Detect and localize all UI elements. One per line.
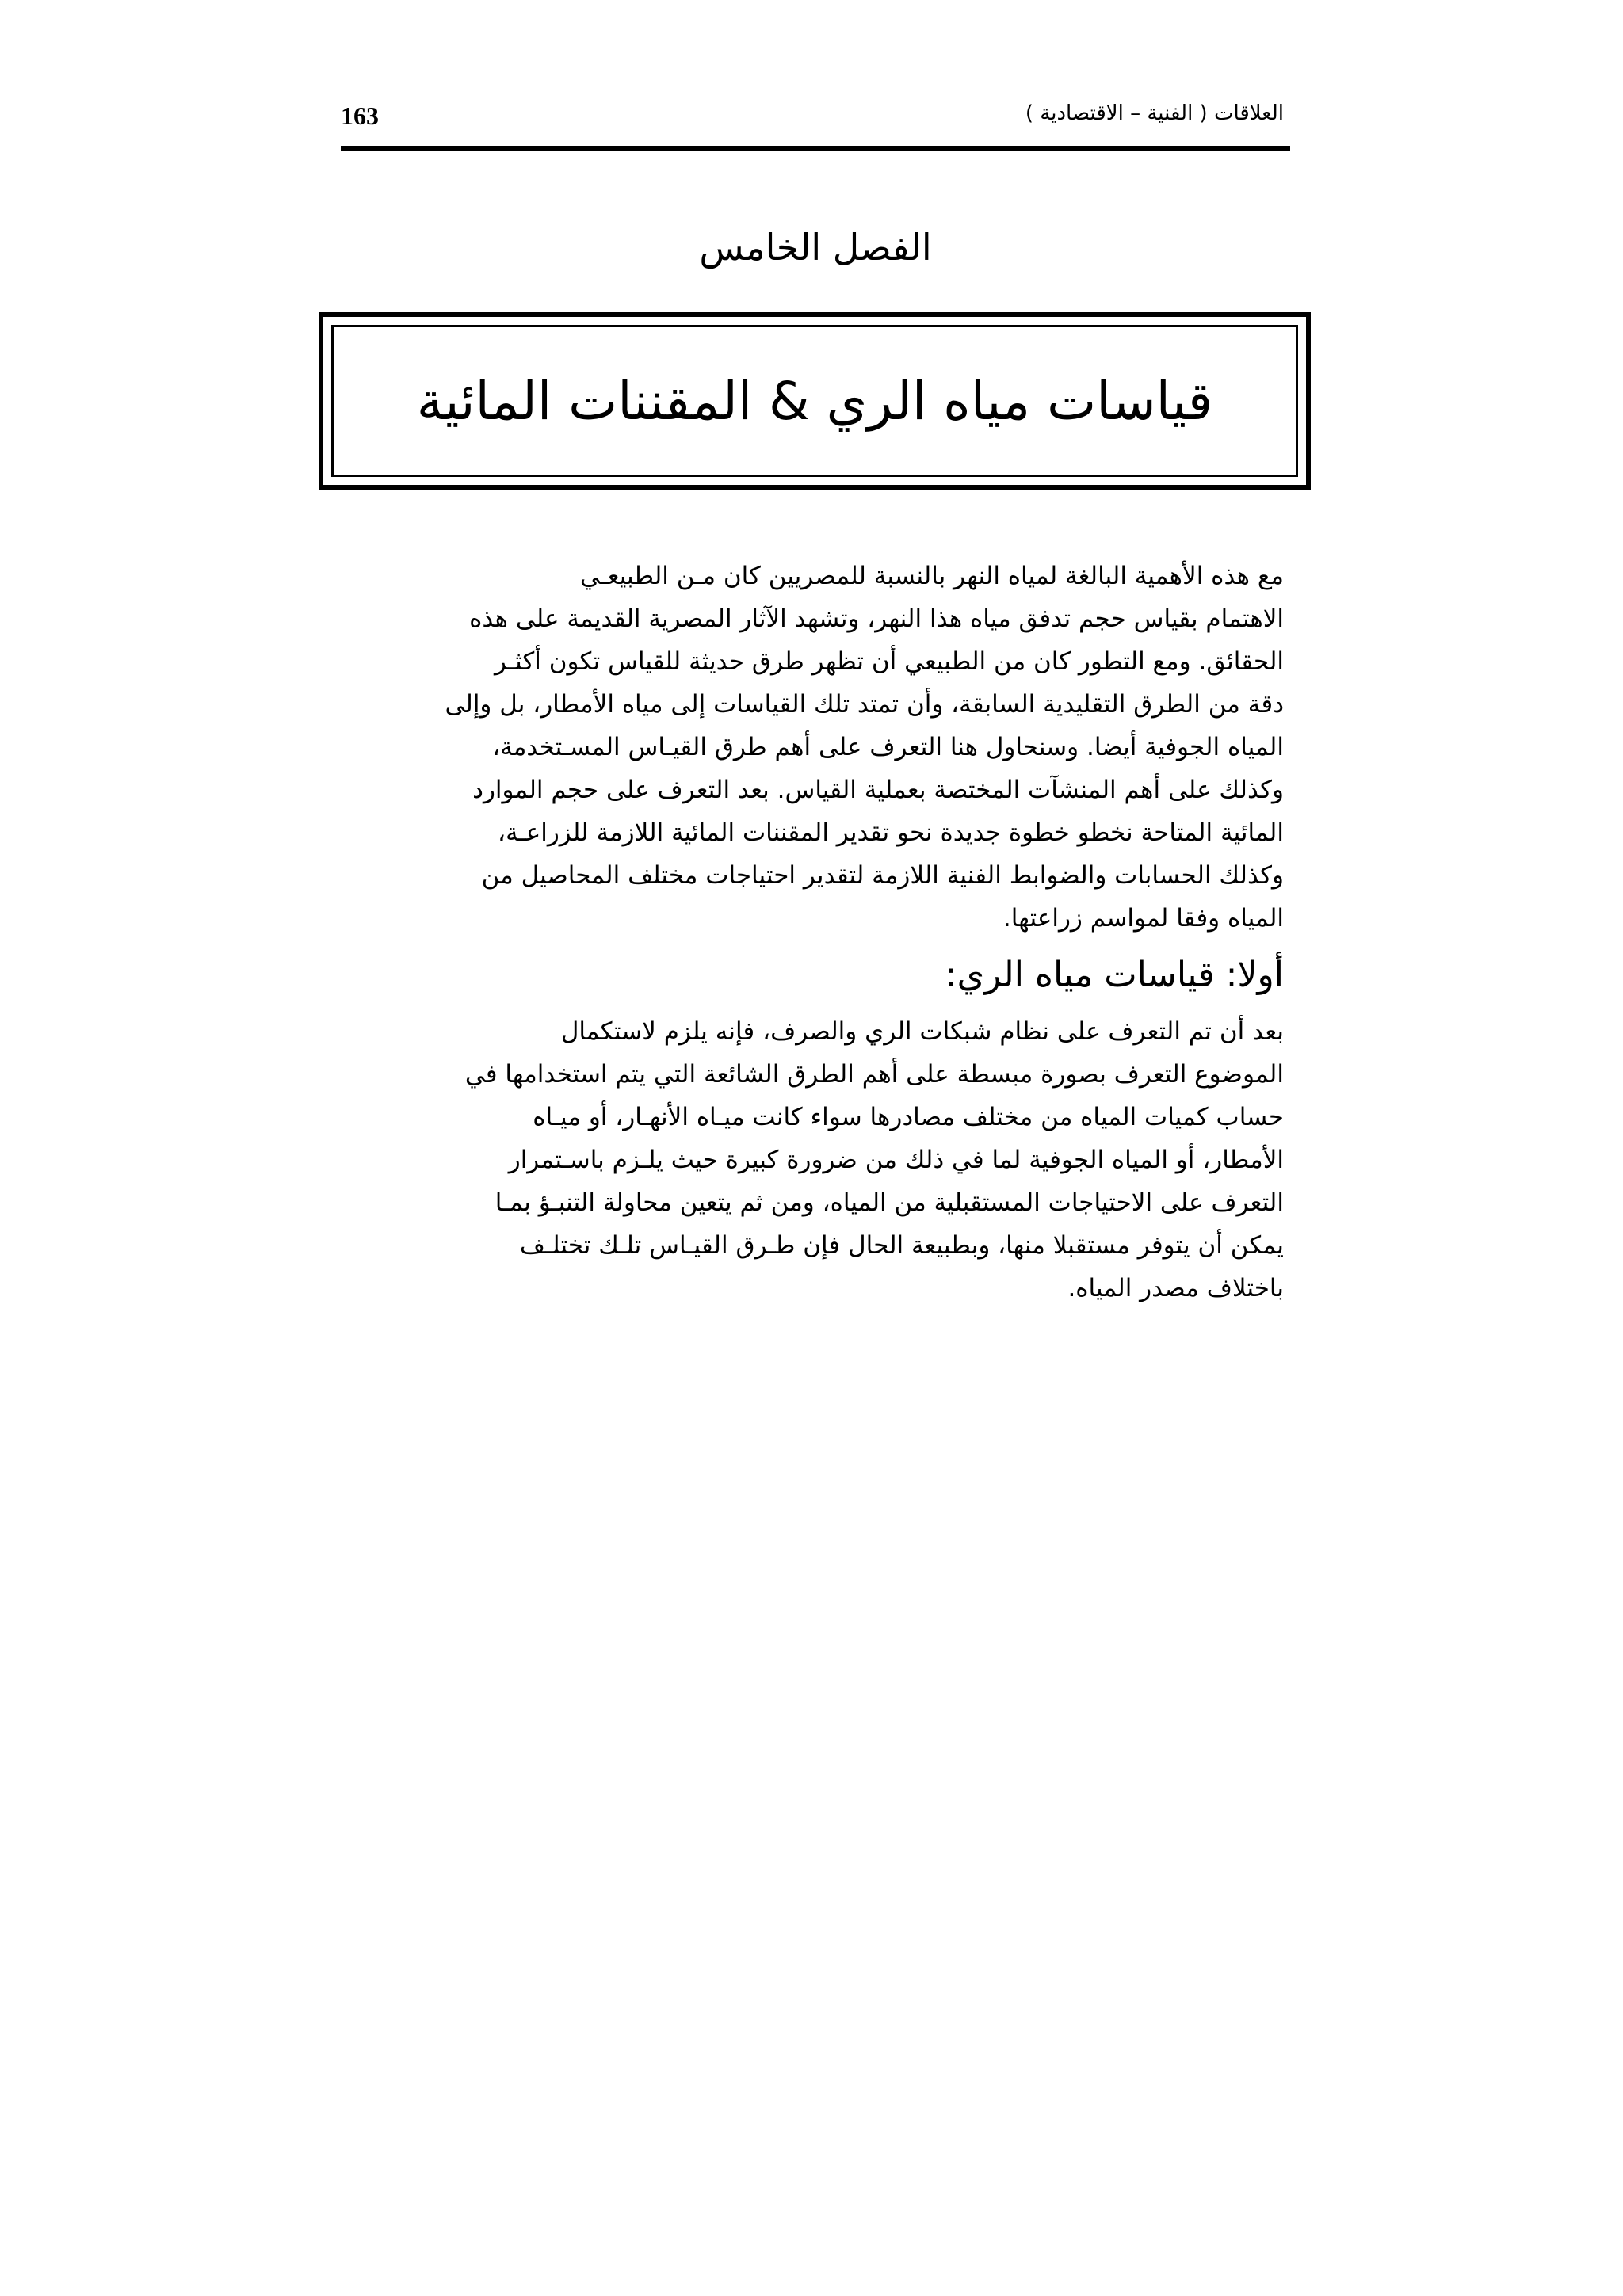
paragraph-line: وكذلك على أهم المنشآت المختصة بعملية القياس. بعد التعرف على حجم الموارد bbox=[472, 776, 1284, 804]
section-paragraph bbox=[342, 1010, 1284, 1310]
paragraph-line: المياه الجوفية أيضا. وسنحاول هنا التعرف على أهم طرق القيـاس المسـتخدمة، bbox=[492, 733, 1284, 761]
paragraph-line: الاهتمام بقياس حجم تدفق مياه هذا النهر، وتشهد الآثار المصرية القديمة على هذه bbox=[469, 605, 1284, 633]
paragraph-line: وكذلك الحسابات والضوابط الفنية اللازمة لتقدير احتياجات مختلف المحاصيل من bbox=[481, 861, 1284, 890]
paragraph-line: باختلاف مصدر المياه. bbox=[1067, 1274, 1284, 1302]
paragraph-line: الموضوع التعرف بصورة مبسطة على أهم الطرق الشائعة التي يتم استخدامها في bbox=[464, 1060, 1284, 1089]
paragraph-line: التعرف على الاحتياجات المستقبلية من المياه، ومن ثم يتعين محاولة التنبـؤ بمـا bbox=[495, 1188, 1284, 1217]
paragraph-line: دقة من الطرق التقليدية السابقة، وأن تمتد تلك القياسات إلى مياه الأمطار، بل وإلى bbox=[445, 690, 1284, 719]
paragraph-line: الحقائق. ومع التطور كان من الطبيعي أن تظهر طرق حديثة للقياس تكون أكثـر bbox=[494, 647, 1284, 676]
chapter-title-inner-frame bbox=[331, 325, 1298, 477]
section-heading: أولا: قياسات مياه الري: bbox=[945, 955, 1284, 995]
header-rule bbox=[341, 146, 1290, 151]
paragraph-line: يمكن أن يتوفر مستقبلا منها، وبطبيعة الحال فإن طـرق القيـاس تلـك تختلـف bbox=[519, 1231, 1284, 1260]
chapter-title: قياسات مياه الري & المقننات المائية bbox=[416, 370, 1213, 432]
paragraph-line: الأمطار، أو المياه الجوفية لما في ذلك من ضرورة كبيرة حيث يلـزم باسـتمرار bbox=[508, 1146, 1284, 1174]
page-number: 163 bbox=[341, 101, 379, 130]
intro-paragraph bbox=[342, 555, 1284, 940]
paragraph-line: بعد أن تم التعرف على نظام شبكات الري والصرف، فإنه يلزم لاستكمال bbox=[560, 1017, 1284, 1046]
running-header-title: العلاقات ( الفنية – الاقتصادية ) bbox=[1025, 101, 1284, 125]
chapter-label: الفصل الخامس bbox=[699, 226, 932, 269]
paragraph-line: المياه وفقا لمواسم زراعتها. bbox=[1002, 904, 1284, 933]
chapter-title-frame bbox=[319, 312, 1311, 490]
paragraph-line: حساب كميات المياه من مختلف مصادرها سواء كانت ميـاه الأنهـار، أو ميـاه bbox=[533, 1103, 1284, 1131]
paragraph-line: المائية المتاحة نخطو خطوة جديدة نحو تقدير المقننات المائية اللازمة للزراعـة، bbox=[498, 818, 1284, 847]
paragraph-line: مع هذه الأهمية البالغة لمياه النهر بالنسبة للمصريين كان مـن الطبيعـي bbox=[579, 562, 1284, 590]
